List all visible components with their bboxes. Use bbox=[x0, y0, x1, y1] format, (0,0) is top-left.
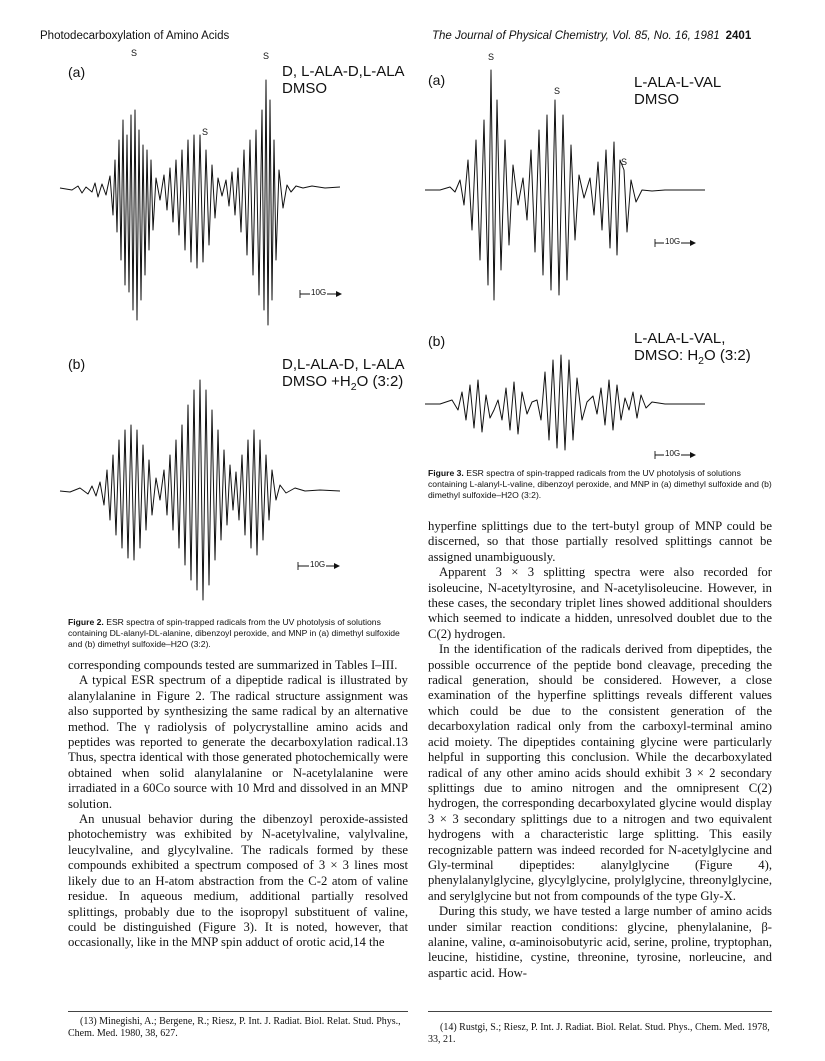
footnote-rule-right bbox=[428, 1011, 772, 1012]
page-number: 2401 bbox=[725, 30, 752, 42]
figure-2-caption-label: Figure 2. bbox=[68, 617, 104, 627]
fig2a-s-marker-3: S bbox=[202, 127, 209, 137]
fig2a-sample-line2: DMSO bbox=[282, 80, 327, 97]
figure-3-caption-label: Figure 3. bbox=[428, 468, 464, 478]
running-head-title: Photodecarboxylation of Amino Acids bbox=[40, 30, 230, 42]
paragraph: Apparent 3 × 3 splitting spectra were also recorded for isoleucine, N-acetyltyrosine, and N-acetylisoleucine. However, in these cases, the secondary triplet lines showed additional shoulders which seemed to indicate a hidden, unresolved doublet due to the C(2) hydrogen. bbox=[428, 565, 772, 641]
right-column-text bbox=[428, 519, 772, 981]
fig2a-s-marker-1: S bbox=[131, 48, 138, 58]
fig3b-sample-line1: L-ALA-L-VAL, bbox=[634, 330, 726, 347]
footnote-rule-left bbox=[68, 1011, 408, 1012]
fig2a-panel-label: (a) bbox=[68, 64, 86, 80]
fig2b-panel-label: (b) bbox=[68, 356, 86, 372]
fig3b-trace bbox=[425, 355, 705, 450]
paragraph: hyperfine splittings due to the tert-butyl group of MNP could be discerned, so that those partially resolved splittings cannot be assigned unambiguously. bbox=[428, 519, 772, 564]
fig2a-scale-label: 10G bbox=[311, 288, 327, 297]
paragraph: In the identification of the radicals derived from dipeptides, the possible occurrence of the peptide bond cleavage, preceding the radical generation, should be considered. However, a close examination of the hyperfine splittings reveals different values which could be due to the consistent generation of the decarboxylation radical only from the carboxyl-terminal amino acid moiety. The dipeptides containing glycine were particularly helpful in supporting this conclusion. While the decarboxylated radical of any other amino acids should exhibit 3 × 2 secondary splittings due to amino nitrogen and the omnipresent C(2) hydrogen, the corresponding decarboxylated glycine would display 3 × 3 secondary splittings due to a nitrogen and two equivalent hydrogens with a characteristic large splitting. This easily recognizable pattern was indeed recorded for N-acetylglycine and Gly-terminal dipeptides: alanylglycine (Figure 4), phenylalanylglycine, glycylglycine, prolylglycine, threonylglycine, and serylglycine but not from compounds of the type Gly-X. bbox=[428, 642, 772, 903]
footnote-14: (14) Rustgi, S.; Riesz, P. Int. J. Radiat. Biol. Relat. Stud. Phys., Chem. Med. 1978, 33, 21. bbox=[428, 1022, 770, 1045]
fig3a-scale-label: 10G bbox=[665, 237, 681, 246]
fig3a-s-marker-1: S bbox=[488, 52, 495, 62]
fig2b-sample-label: D,L-ALA-D, L-ALA DMSO $+H_2O$ (3:2) bbox=[282, 356, 405, 393]
fig2b-scale-label: 10G bbox=[310, 560, 326, 569]
fig3a-s-marker-3: S bbox=[621, 157, 628, 167]
fig3a-sample-line1: L-ALA-L-VAL bbox=[634, 74, 722, 91]
fig3a-panel-label: (a) bbox=[428, 72, 446, 88]
fig3b-panel-label: (b) bbox=[428, 333, 446, 349]
fig2b-sample-line1: D,L-ALA-D, L-ALA bbox=[282, 356, 405, 373]
fig2a-sample-line1: D, L-ALA-D,L-ALA bbox=[282, 63, 405, 80]
left-column-text bbox=[68, 658, 408, 951]
fig3a-sample-line2: DMSO bbox=[634, 91, 679, 108]
paragraph: A typical ESR spectrum of a dipeptide radical is illustrated by alanylalanine in Figure 2. The radical structure assignment was also supported by synthesizing the same radical by an alternative method. The γ radiolysis of polycrystalline amino acids and peptides was reported to generate the decarboxylation radical.13 Thus, spectra identical with those generated photochemically were obtained when solid alanylalanine or N-acetylalanine were irradiated in a 60Co source with 10 Mrd and dissolved in an MNP solution. bbox=[68, 673, 408, 811]
fig2a-s-marker-2: S bbox=[263, 51, 270, 61]
footnote-13: (13) Minegishi, A.; Bergene, R.; Riesz, P. Int. J. Radiat. Biol. Relat. Stud. Phys., Chem. Med. 1980, 38, 627. bbox=[68, 1016, 401, 1039]
fig3b-scale-label: 10G bbox=[665, 449, 681, 458]
paragraph: corresponding compounds tested are summarized in Tables I–III. bbox=[68, 658, 398, 672]
paragraph: An unusual behavior during the dibenzoyl peroxide-assisted photochemistry was exhibited by N-acetylvaline, valylvaline, leucylvaline, and glycylvaline. The radicals formed by these compounds exhibited a spectrum composed of 3 × 3 lines most likely due to an H-atom abstraction from the C-2 atom of valine residue. In aqueous medium, additional partially resolved splittings, probably due to the isopropyl substituent of valine, could be distinguished (Figure 3). It is noted, however, that occasionally, like in the MNP spin adduct of orotic acid,14 the bbox=[68, 812, 408, 950]
fig3b-sample-label: L-ALA-L-VAL, DMSO: $H_2O$ (3:2) bbox=[634, 330, 751, 367]
fig3a-s-marker-2: S bbox=[554, 86, 561, 96]
journal-citation: The Journal of Physical Chemistry, Vol. 85, No. 16, 1981 bbox=[432, 30, 720, 42]
figure-3-caption bbox=[428, 468, 772, 501]
paragraph: During this study, we have tested a large number of amino acids under similar reaction conditions: glycine, phenylalanine, β-alanine, valine, α-aminoisobutyric acid, serine, proline, tryptophan, leucine, histidine, cystine, threonine, tyrosine, norleucine, and aspartic acid. How- bbox=[428, 904, 772, 980]
figure-3-caption-text: ESR spectra of spin-trapped radicals from the UV photolysis of solutions containing L-alanyl-L-valine, dibenzoyl peroxide, and MNP in (a) dimethyl sulfoxide and (b) dimethyl sulfoxide–H2O (3:2). bbox=[428, 468, 772, 500]
figure-2-caption-text: ESR spectra of spin-trapped radicals from the UV photolysis of solutions containing DL-alanyl-DL-alanine, dibenzoyl peroxide, and MNP in (a) dimethyl sulfoxide and (b) dimethyl sulfoxide–H2O (3:2). bbox=[68, 617, 400, 649]
